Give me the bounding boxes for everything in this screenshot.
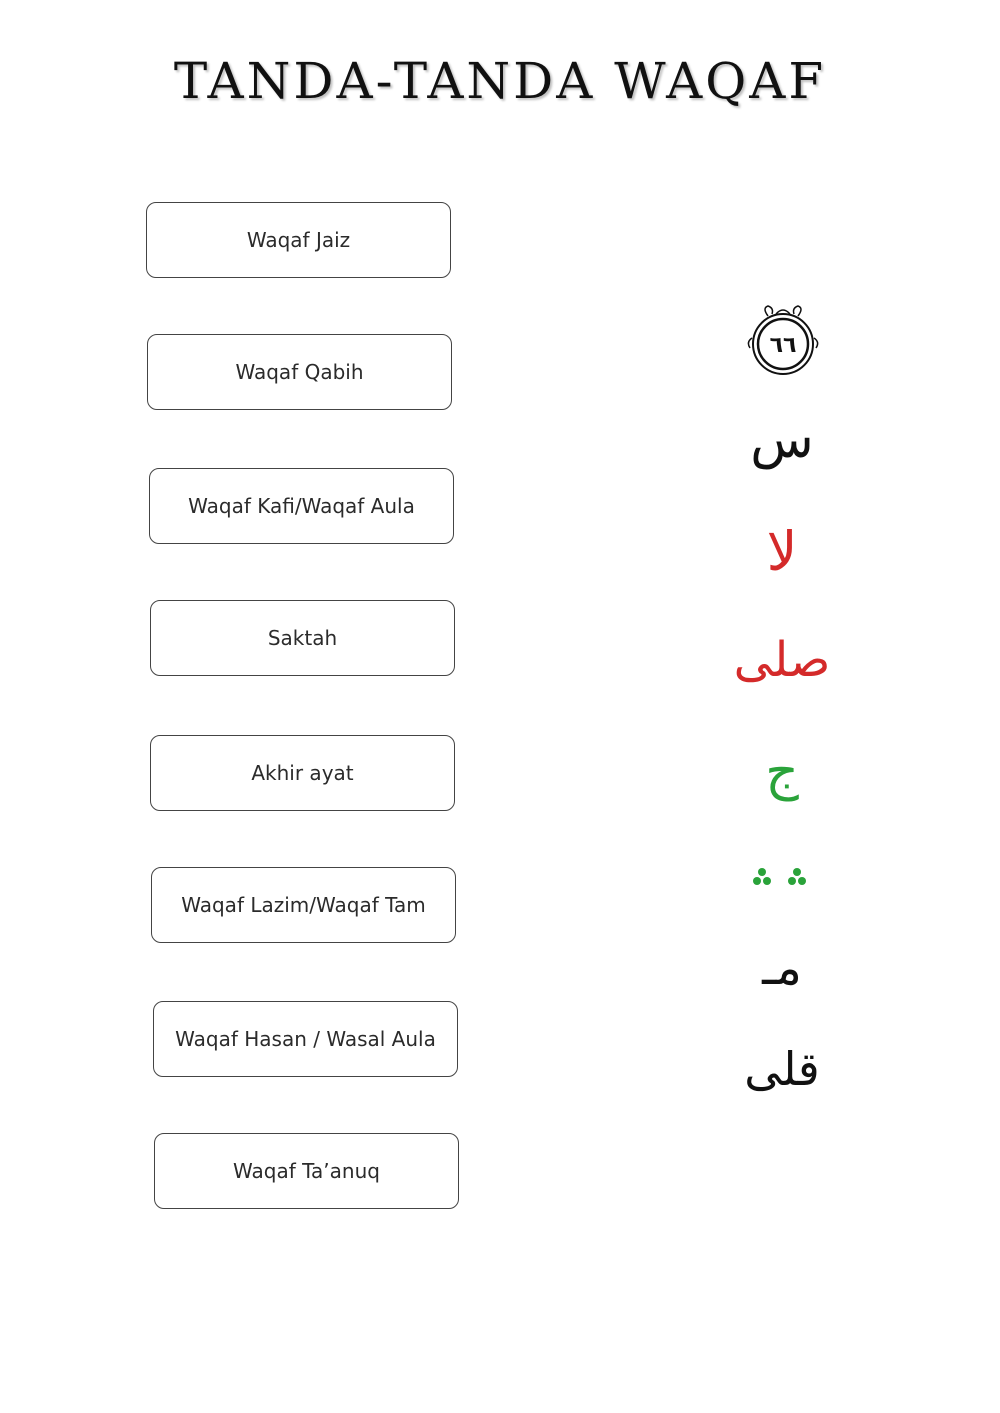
symbol-mim[interactable]	[722, 940, 842, 996]
symbol-jim-text: ج	[765, 742, 799, 802]
symbol-sin-text: س	[750, 410, 814, 470]
label-text: Akhir ayat	[251, 761, 354, 785]
page-title: TANDA-TANDA WAQAF	[173, 52, 827, 110]
label-text: Saktah	[267, 626, 338, 650]
ayah-ring-icon	[738, 302, 828, 382]
label-box-waqaf-lazim[interactable]	[151, 867, 456, 943]
label-box-waqaf-qabih[interactable]	[147, 334, 452, 410]
label-box-waqaf-jaiz[interactable]	[146, 202, 451, 278]
ayah-end-symbol[interactable]	[738, 302, 828, 382]
label-text: Waqaf Qabih	[235, 360, 364, 384]
label-text: Waqaf Hasan / Wasal Aula	[175, 1027, 436, 1051]
label-text: Waqaf Ta’anuq	[233, 1159, 380, 1183]
three-dots-icon	[748, 864, 818, 894]
ayah-number: ٦٦	[769, 333, 797, 358]
label-box-waqaf-taanuq[interactable]	[154, 1133, 459, 1209]
symbol-qala-text: قلى	[744, 1042, 820, 1096]
symbol-sin[interactable]	[722, 410, 842, 470]
symbol-jim[interactable]	[722, 742, 842, 802]
label-text: Waqaf Kafi/Waqaf Aula	[188, 494, 415, 518]
symbol-qala[interactable]	[722, 1042, 842, 1096]
label-text: Waqaf Jaiz	[246, 228, 351, 252]
label-box-saktah[interactable]	[150, 600, 455, 676]
label-text: Waqaf Lazim/Waqaf Tam	[181, 893, 426, 917]
label-box-waqaf-kafi[interactable]	[149, 468, 454, 544]
symbol-sala[interactable]	[722, 632, 842, 688]
symbol-la-text: لا	[766, 520, 798, 583]
symbol-la[interactable]	[722, 520, 842, 583]
symbol-mim-text: مـ	[762, 940, 802, 996]
symbol-sala-text: صلى	[733, 632, 831, 688]
label-box-waqaf-hasan[interactable]	[153, 1001, 458, 1077]
symbol-muanaqah[interactable]	[748, 864, 818, 894]
label-box-akhir-ayat[interactable]	[150, 735, 455, 811]
